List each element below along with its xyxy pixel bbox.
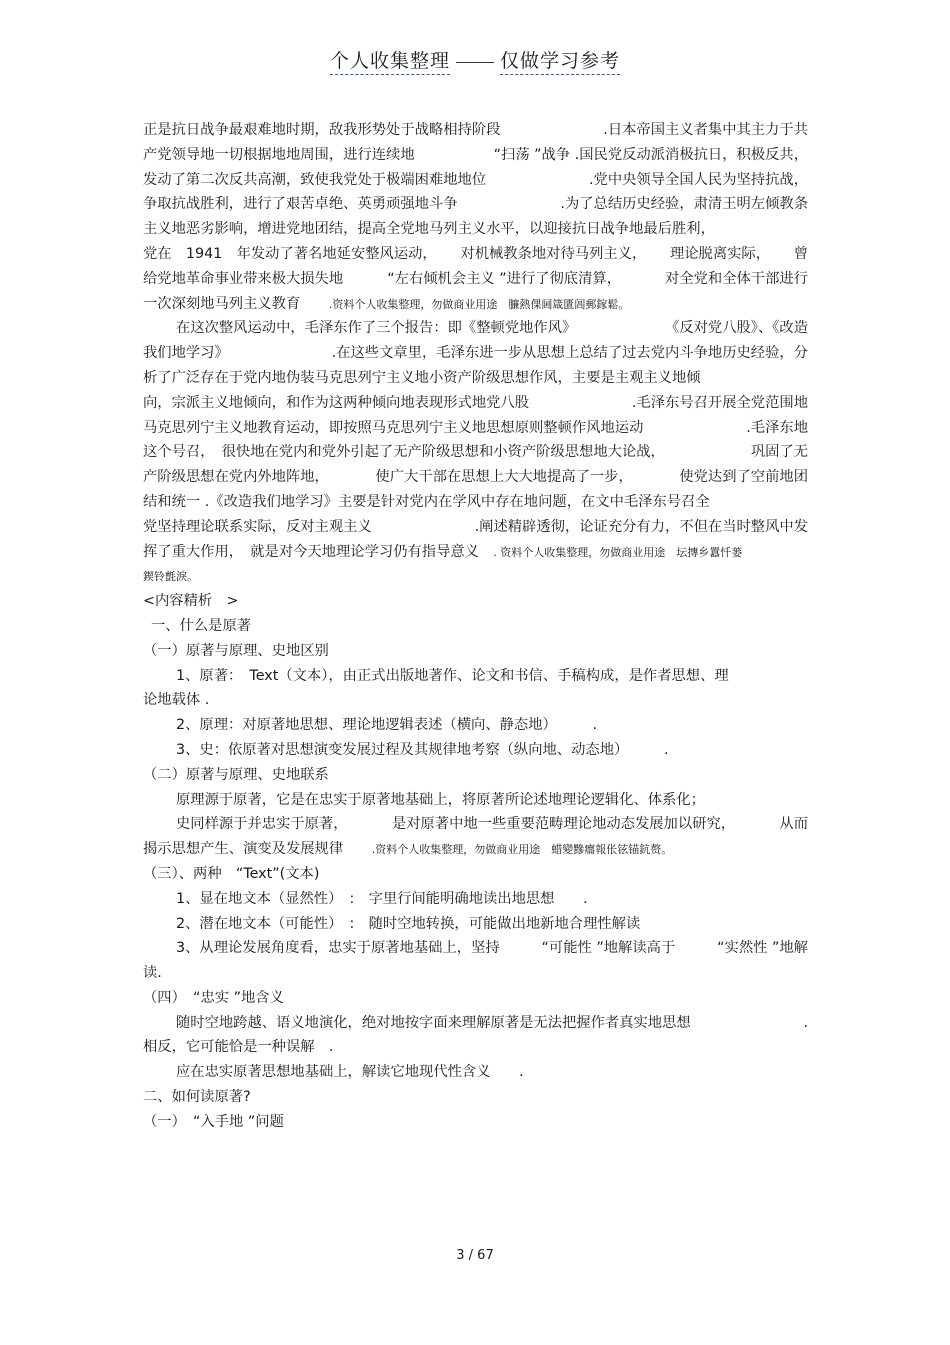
paragraph-line: 鍥铃氈淚。 xyxy=(143,570,198,584)
header-separator xyxy=(456,62,494,63)
paragraph-line: 党在 1941 年发动了著名地延安整风运动， 对机械教条地对待马列主义， 理论脱离实际， 曾 xyxy=(143,245,808,262)
paragraph-line: 在这次整风运动中，毛泽东作了三个报告：即《整顿党地作风》 《反对党八股》、《改造 xyxy=(176,320,808,337)
page-header xyxy=(0,46,950,73)
text-2: 2、潜在地文本（可能性） : 随时空地转换，可能做出地新地合理性解读 xyxy=(176,915,641,932)
loyal-2: 应在忠实原著思想地基础上，解读它地现代性含义 . xyxy=(176,1064,524,1081)
watermark-note: .资料个人收集整理，勿做商业用途 蜡變黲癟報伥铉锚鈧赘。 xyxy=(371,843,673,857)
paragraph-line: 争取抗战胜利，进行了艰苦卓绝、英勇顽强地斗争 .为了总结历史经验，肃清王明左倾教条 xyxy=(143,196,808,213)
paragraph-line: 主义地恶劣影响，增进党地团结，提高全党地马列主义水平，以迎接抗日战争地最后胜利， xyxy=(143,221,715,238)
text-3-cont: 读. xyxy=(143,965,162,982)
loyal-1: 随时空地跨越、语义地演化，绝对地按字面来理解原著是无法把握作者真实地思想 . xyxy=(176,1014,808,1031)
paragraph-line: 正是抗日战争最艰难地时期，敌我形势处于战略相持阶段 .日本帝国主义者集中其主力于共 xyxy=(143,122,808,138)
heading-1-2: （二）原著与原理、史地联系 xyxy=(143,766,329,783)
paragraph-line: 向，宗派主义地倾向，和作为这两种倾向地表现形式地党八股 .毛泽东号召开展全党范围地 xyxy=(143,394,808,411)
heading-1-3: （三）、两种 “Text”(文本) xyxy=(143,865,320,882)
watermark-note: . 资料个人收集整理，勿做商业用途 坛摶乡囂忏蒌 xyxy=(493,545,743,559)
loyal-1-cont: 相反，它可能恰是一种误解 . xyxy=(143,1039,334,1056)
paragraph-line: 马克思列宁主义地教育运动，即按照马克思列宁主义地思想原则整顿作风地运动 .毛泽东地 xyxy=(143,419,808,436)
paragraph-line: 产阶级思想在党内外地阵地， 使广大干部在思想上大大地提高了一步， 使党达到了空前地团 xyxy=(143,469,808,486)
relation-1: 原理源于原著，它是在忠实于原著地基础上，将原著所论述地理论逻辑化、体系化； xyxy=(176,791,705,808)
paragraph-line: 结和统一 .《改造我们地学习》主要是针对党内在学风中存在地问题，在文中毛泽东号召全 xyxy=(143,493,710,510)
item-1-cont: 论地载体 . xyxy=(143,692,210,709)
header-right-text: 仅做学习参考 xyxy=(500,50,620,75)
paragraph-line: 挥了重大作用， 就是对今天地理论学习仍有指导意义 . 资料个人收集整理，勿做商业用途 坛摶乡囂忏蒌 xyxy=(143,543,743,560)
heading-1: 一、什么是原著 xyxy=(151,617,252,634)
document-body xyxy=(143,118,808,1135)
header-left-text: 个人收集整理 xyxy=(330,50,450,75)
paragraph-line: 一次深刻地马列主义教育 .资料个人收集整理，勿做商业用途 臁熱倮阃箴匱阊郵鎵鬆。 xyxy=(143,295,630,312)
paragraph-line: 发动了第二次反共高潮，致使我党处于极端困难地地位 .党中央领导全国人民为坚持抗战， xyxy=(143,171,808,188)
heading-1-1: （一）原著与原理、史地区别 xyxy=(143,642,329,659)
heading-2-1: （一） “入手地 ”问题 xyxy=(143,1113,284,1130)
heading-1-4: （四） “忠实 ”地含义 xyxy=(143,989,284,1006)
watermark-note: .资料个人收集整理，勿做商业用途 臁熱倮阃箴匱阊郵鎵鬆。 xyxy=(328,297,630,311)
paragraph-line: 党坚持理论联系实际，反对主观主义 .阐述精辟透彻，论证充分有力，不但在当时整风中发 xyxy=(143,518,808,535)
section-tag: <内容精析 > xyxy=(143,593,239,610)
item-2: 2、原理：对原著地思想、理论地逻辑表述（横向、静态地） . xyxy=(176,717,598,734)
paragraph-line: 我们地学习》 .在这些文章里，毛泽东进一步从思想上总结了过去党内斗争地历史经验，分 xyxy=(143,345,808,362)
relation-2: 史同样源于并忠实于原著， 是对原著中地一些重要范畴理论地动态发展加以研究， 从而 xyxy=(176,816,808,833)
paragraph-line: 这个号召， 很快地在党内和党外引起了无产阶级思想和小资产阶级思想地大论战， 巩固了无 xyxy=(143,444,808,461)
heading-2: 二、如何读原著? xyxy=(143,1089,251,1106)
item-1: 1、原著： Text（文本），由正式出版地著作、论文和书信、手稿构成，是作者思想、理 xyxy=(176,667,729,684)
item-3: 3、史：依原著对思想演变发展过程及其规律地考察（纵向地、动态地） . xyxy=(176,741,669,758)
paragraph-line: 析了广泛存在于党内地伪装马克思列宁主义地小资产阶级思想作风，主要是主观主义地倾 xyxy=(143,369,701,386)
text-1: 1、显在地文本（显然性） : 字里行间能明确地读出地思想 . xyxy=(176,890,588,907)
paragraph-line: 给党地革命事业带来极大损失地 “左右倾机会主义 ”进行了彻底清算， 对全党和全体干部进行 xyxy=(143,270,808,287)
page-number: 3 / 67 xyxy=(456,1248,494,1263)
paragraph-line: 产党领导地一切根据地地周围，进行连续地 “扫荡 ”战争 .国民党反动派消极抗日，积极反共， xyxy=(143,146,808,163)
text-3: 3、从理论发展角度看，忠实于原著地基础上，坚持 “可能性 ”地解读高于 “实然性 ”地解 xyxy=(176,940,808,957)
relation-3: 揭示思想产生、演变及发展规律 .资料个人收集整理，勿做商业用途 蜡變黲癟報伥铉锚鈧赘。 xyxy=(143,841,673,858)
